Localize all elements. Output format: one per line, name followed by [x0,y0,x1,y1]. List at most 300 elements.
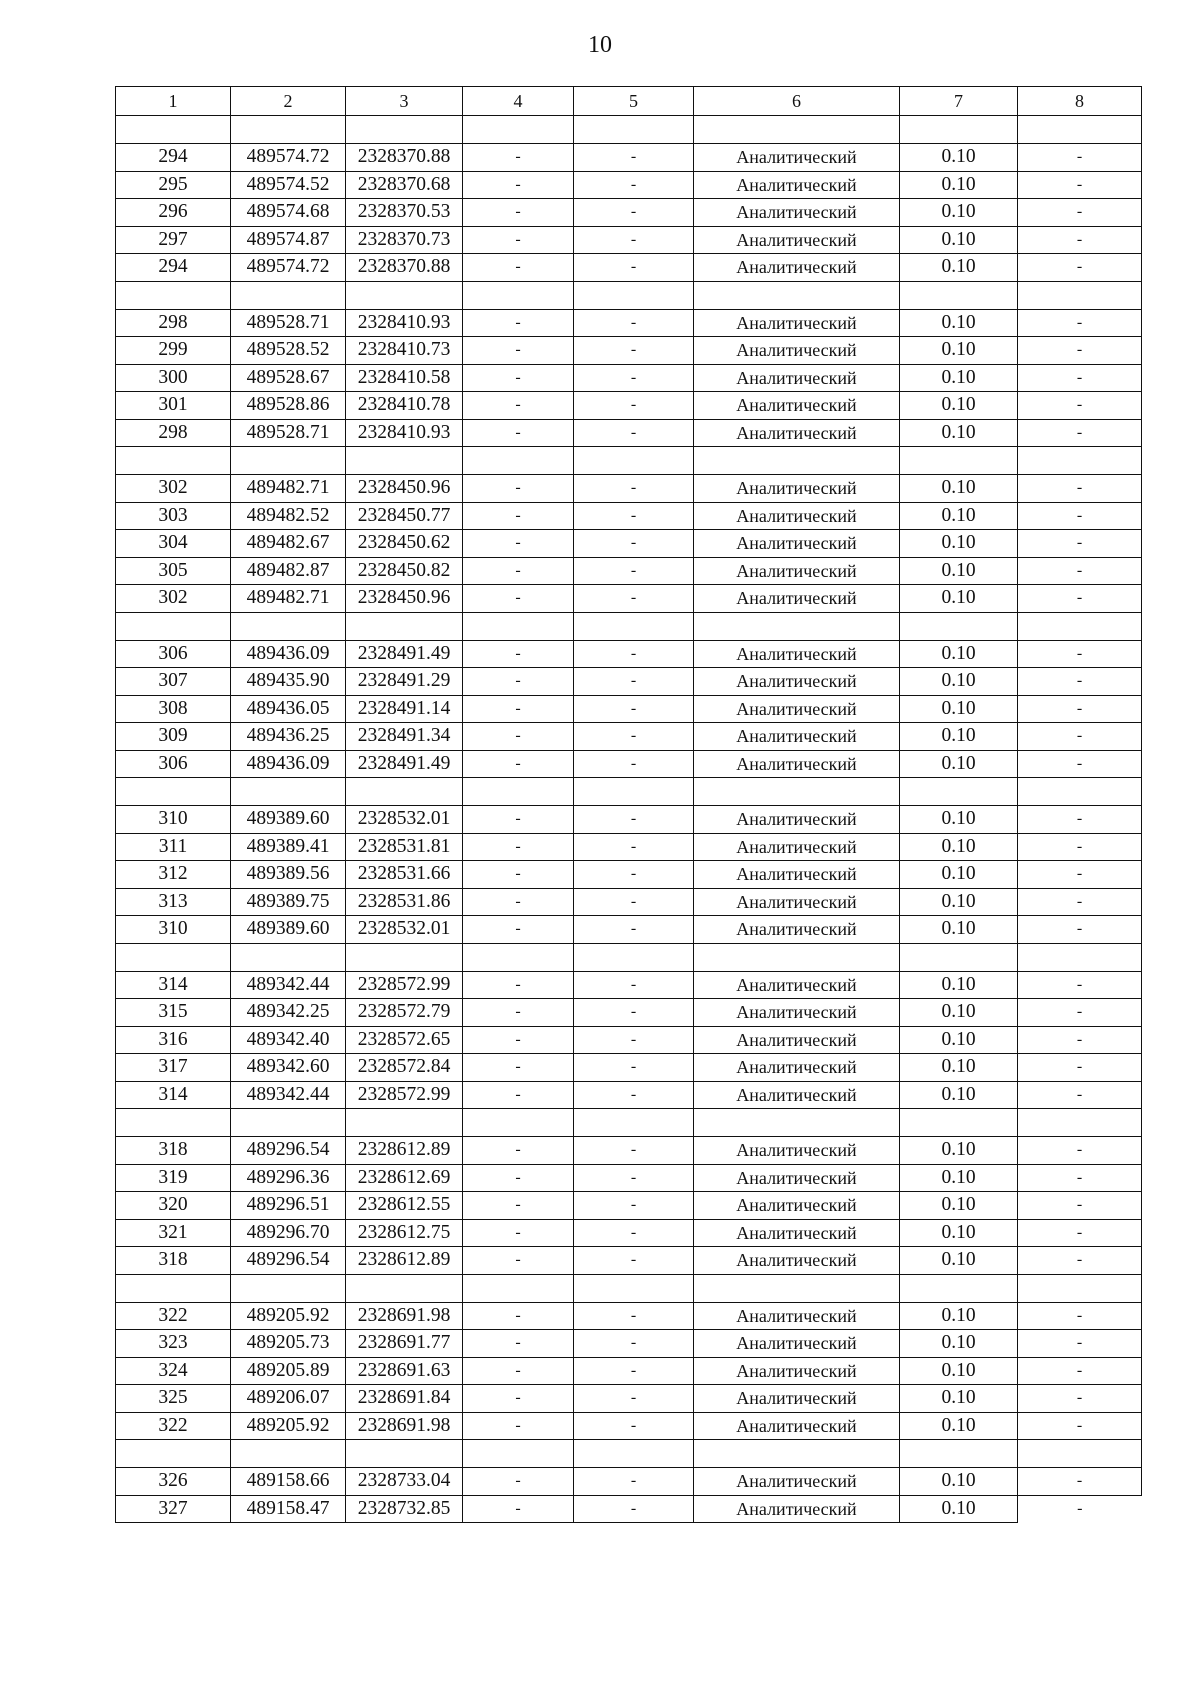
table-cell: 2328691.98 [346,1302,463,1330]
table-row [116,1137,1142,1165]
table-cell: - [574,1385,694,1413]
table-cell: - [574,309,694,337]
table-cell: - [1018,144,1142,172]
separator-row [116,943,1142,971]
table-cell: 2328732.85 [346,1495,463,1523]
table-cell: 489389.56 [231,861,346,889]
table-cell: 2328612.55 [346,1192,463,1220]
table-cell [346,1440,463,1468]
table-cell: 489528.71 [231,309,346,337]
table-cell: Аналитический [694,557,900,585]
table-cell: Аналитический [694,861,900,889]
table-cell [694,778,900,806]
column-header: 4 [463,87,574,116]
table-cell: - [463,888,574,916]
table-cell: 2328450.82 [346,557,463,585]
table-cell: - [574,199,694,227]
table-cell: 324 [116,1357,231,1385]
table-cell: 317 [116,1054,231,1082]
table-cell: - [574,833,694,861]
table-cell: - [1018,1412,1142,1440]
table-cell: 2328410.73 [346,337,463,365]
table-row [116,695,1142,723]
table-cell: - [574,640,694,668]
table-cell: 298 [116,309,231,337]
table-row [116,419,1142,447]
table-cell: - [1018,171,1142,199]
table-cell: 489296.36 [231,1164,346,1192]
table-cell: - [1018,419,1142,447]
table-cell: - [574,585,694,613]
table-cell: - [463,199,574,227]
table-cell: - [463,916,574,944]
table-cell: 0.10 [900,226,1018,254]
table-cell [1018,1440,1142,1468]
table-cell: - [574,916,694,944]
table-cell: 2328370.88 [346,144,463,172]
table-cell: 489205.89 [231,1357,346,1385]
table-cell [116,612,231,640]
table-cell: - [1018,750,1142,778]
table-cell: 2328410.93 [346,309,463,337]
table-cell: 2328491.14 [346,695,463,723]
table-cell: 489158.66 [231,1468,346,1496]
table-cell [694,116,900,144]
table-cell: 489574.68 [231,199,346,227]
table-cell: - [463,806,574,834]
table-cell [116,778,231,806]
table-cell: 310 [116,806,231,834]
table-cell: Аналитический [694,309,900,337]
table-cell: - [1018,226,1142,254]
table-cell: - [463,723,574,751]
table-cell: - [1018,888,1142,916]
table-cell: 0.10 [900,1357,1018,1385]
table-cell: 316 [116,1026,231,1054]
table-cell: - [574,557,694,585]
table-cell: - [574,1192,694,1220]
table-cell [1018,1274,1142,1302]
table-cell: Аналитический [694,585,900,613]
table-cell: 308 [116,695,231,723]
table-cell: - [574,254,694,282]
table-cell: Аналитический [694,419,900,447]
table-cell: 296 [116,199,231,227]
table-cell: 0.10 [900,1302,1018,1330]
table-cell: 326 [116,1468,231,1496]
table-cell: 0.10 [900,585,1018,613]
table-cell: - [463,475,574,503]
table-cell: - [463,585,574,613]
table-cell: 2328572.99 [346,971,463,999]
table-cell: 489528.86 [231,392,346,420]
table-cell [346,116,463,144]
table-row [116,199,1142,227]
table-row [116,502,1142,530]
table-cell [463,1440,574,1468]
table-cell: 0.10 [900,750,1018,778]
table-cell: - [463,971,574,999]
table-cell: 489389.60 [231,806,346,834]
table-cell [463,116,574,144]
table-cell: Аналитический [694,1026,900,1054]
table-cell: Аналитический [694,171,900,199]
table-cell: - [574,1468,694,1496]
table-cell: 0.10 [900,1081,1018,1109]
table-cell: 0.10 [900,1137,1018,1165]
table-cell [231,1440,346,1468]
table-cell [116,1109,231,1137]
table-cell: - [1018,1385,1142,1413]
table-cell: 489206.07 [231,1385,346,1413]
table-cell: 0.10 [900,1247,1018,1275]
table-cell: 2328531.81 [346,833,463,861]
table-cell [116,1440,231,1468]
table-cell: 302 [116,585,231,613]
table-cell [694,612,900,640]
table-cell: - [463,337,574,365]
table-cell: - [574,530,694,558]
table-cell: 2328532.01 [346,806,463,834]
table-cell: - [463,1026,574,1054]
table-cell [574,281,694,309]
table-cell: - [1018,309,1142,337]
table-cell: 2328370.68 [346,171,463,199]
table-cell: 0.10 [900,1164,1018,1192]
table-cell: 0.10 [900,916,1018,944]
table-cell [900,778,1018,806]
table-row [116,557,1142,585]
table-cell: - [1018,723,1142,751]
table-cell: - [463,999,574,1027]
table-cell [346,447,463,475]
table-cell [574,1440,694,1468]
table-row [116,1468,1142,1496]
table-cell: - [463,171,574,199]
table-cell [346,612,463,640]
table-cell: - [1018,364,1142,392]
table-cell [1018,778,1142,806]
table-cell: Аналитический [694,1468,900,1496]
table-cell: 2328491.49 [346,750,463,778]
table-cell: 0.10 [900,833,1018,861]
coordinates-table [115,86,1142,1523]
separator-row [116,1274,1142,1302]
table-cell: 2328531.66 [346,861,463,889]
table-cell [900,943,1018,971]
table-row [116,999,1142,1027]
table-cell: 306 [116,750,231,778]
table-cell: 0.10 [900,1026,1018,1054]
table-cell: - [1018,337,1142,365]
table-cell: 310 [116,916,231,944]
table-cell: Аналитический [694,695,900,723]
table-cell: 489205.73 [231,1330,346,1358]
table-cell: 0.10 [900,888,1018,916]
table-cell: 325 [116,1385,231,1413]
table-row [116,1357,1142,1385]
table-cell: 294 [116,254,231,282]
table-cell: - [574,971,694,999]
table-cell: 2328691.63 [346,1357,463,1385]
table-cell: 299 [116,337,231,365]
table-cell [231,1109,346,1137]
table-cell: - [463,640,574,668]
table-cell: - [574,171,694,199]
table-cell [574,778,694,806]
table-cell: 0.10 [900,723,1018,751]
table-cell [116,943,231,971]
table-cell: 2328450.77 [346,502,463,530]
table-cell: 2328450.62 [346,530,463,558]
table-cell: Аналитический [694,475,900,503]
table-row [116,1412,1142,1440]
table-cell [694,943,900,971]
table-cell: - [574,1137,694,1165]
table-row [116,1081,1142,1109]
table-cell: Аналитический [694,1385,900,1413]
table-cell: 2328612.69 [346,1164,463,1192]
table-row [116,254,1142,282]
table-cell: Аналитический [694,502,900,530]
table-cell: Аналитический [694,888,900,916]
table-cell: 303 [116,502,231,530]
column-header: 5 [574,87,694,116]
table-cell [463,612,574,640]
table-cell: - [1018,1357,1142,1385]
table-cell: - [1018,1302,1142,1330]
table-cell: - [1018,199,1142,227]
table-cell: 489436.25 [231,723,346,751]
table-cell: - [1018,585,1142,613]
table-cell: - [1018,695,1142,723]
table-cell [463,447,574,475]
table-cell: - [1018,806,1142,834]
table-cell: - [574,1026,694,1054]
table-cell: Аналитический [694,1357,900,1385]
table-cell: 0.10 [900,309,1018,337]
table-cell: - [1018,971,1142,999]
table-row [116,861,1142,889]
table-cell [900,1109,1018,1137]
column-header: 7 [900,87,1018,116]
table-cell [900,1274,1018,1302]
table-cell: 2328491.29 [346,668,463,696]
table-cell: Аналитический [694,640,900,668]
table-cell: 0.10 [900,364,1018,392]
table-cell: 318 [116,1247,231,1275]
table-cell: 298 [116,419,231,447]
table-cell: 489436.09 [231,640,346,668]
table-cell: 2328572.84 [346,1054,463,1082]
table-cell: 489435.90 [231,668,346,696]
table-cell: 2328450.96 [346,585,463,613]
table-cell: 0.10 [900,337,1018,365]
table-cell: - [463,226,574,254]
table-cell: 2328733.04 [346,1468,463,1496]
table-cell: - [574,1054,694,1082]
table-cell: 0.10 [900,1468,1018,1496]
table-cell: 489436.09 [231,750,346,778]
table-cell: - [574,668,694,696]
table-cell: - [1018,1054,1142,1082]
table-cell [346,281,463,309]
table-cell: Аналитический [694,392,900,420]
table-cell: - [574,502,694,530]
table-row [116,144,1142,172]
table-cell: Аналитический [694,1247,900,1275]
table-cell [900,612,1018,640]
table-cell: 323 [116,1330,231,1358]
table-cell: - [574,1164,694,1192]
table-cell: - [574,392,694,420]
table-cell: Аналитический [694,1081,900,1109]
table-cell: 2328491.34 [346,723,463,751]
column-header: 1 [116,87,231,116]
separator-row [116,1440,1142,1468]
table-cell [1018,116,1142,144]
table-cell: - [1018,1468,1142,1496]
table-cell: - [1018,392,1142,420]
table-cell: - [463,668,574,696]
table-cell: 314 [116,971,231,999]
table-cell: 2328691.77 [346,1330,463,1358]
table-cell: Аналитический [694,668,900,696]
table-cell: 301 [116,392,231,420]
table-cell: - [574,1219,694,1247]
table-cell [1018,943,1142,971]
table-cell [574,1274,694,1302]
table-cell: 300 [116,364,231,392]
table-cell [694,281,900,309]
table-cell: - [574,806,694,834]
table-cell: Аналитический [694,999,900,1027]
table-cell [346,1109,463,1137]
table-cell: Аналитический [694,226,900,254]
table-cell: - [1018,502,1142,530]
table-cell: 2328691.84 [346,1385,463,1413]
table-cell: 2328410.78 [346,392,463,420]
table-cell: - [574,999,694,1027]
table-cell: 2328532.01 [346,916,463,944]
table-row [116,392,1142,420]
table-cell [1018,612,1142,640]
table-cell: 322 [116,1412,231,1440]
table-cell: 294 [116,144,231,172]
table-cell: 489574.72 [231,254,346,282]
table-row [116,364,1142,392]
table-cell: 2328410.58 [346,364,463,392]
table-cell: - [1018,833,1142,861]
table-cell: 305 [116,557,231,585]
table-cell [116,281,231,309]
table-cell: 2328612.89 [346,1247,463,1275]
table-cell: Аналитический [694,971,900,999]
table-cell [900,281,1018,309]
table-cell: - [574,695,694,723]
table-row [116,1495,1142,1523]
table-cell: 0.10 [900,999,1018,1027]
table-cell: Аналитический [694,833,900,861]
table-cell: - [1018,861,1142,889]
table-cell: - [463,144,574,172]
table-cell: Аналитический [694,530,900,558]
table-cell: 0.10 [900,502,1018,530]
table-cell: - [1018,254,1142,282]
table-cell: - [1018,668,1142,696]
table-cell: 489296.54 [231,1247,346,1275]
table-cell: - [463,1495,574,1523]
separator-row [116,447,1142,475]
table-cell: - [463,1302,574,1330]
table-cell: 489574.72 [231,144,346,172]
table-cell: - [463,1468,574,1496]
table-cell [231,1274,346,1302]
table-cell [116,116,231,144]
table-cell: - [463,557,574,585]
separator-row [116,778,1142,806]
table-cell: - [574,475,694,503]
page-number: 10 [588,32,612,58]
table-cell: - [1018,1495,1142,1523]
table-cell: 0.10 [900,530,1018,558]
table-cell: - [1018,1026,1142,1054]
table-cell: Аналитический [694,1219,900,1247]
table-cell [346,1274,463,1302]
table-cell: 302 [116,475,231,503]
table-cell [231,612,346,640]
table-cell: 489389.41 [231,833,346,861]
table-row [116,337,1142,365]
table-cell [694,1274,900,1302]
table-row [116,1247,1142,1275]
table-cell: 0.10 [900,695,1018,723]
table-cell [463,281,574,309]
table-cell [463,1109,574,1137]
table-cell: 0.10 [900,1054,1018,1082]
table-cell [231,281,346,309]
table-cell: 0.10 [900,1385,1018,1413]
column-header: 6 [694,87,900,116]
table-cell: - [574,888,694,916]
table-cell: - [463,364,574,392]
table-cell: - [463,254,574,282]
table-cell: 322 [116,1302,231,1330]
table-cell: 314 [116,1081,231,1109]
table-cell: 306 [116,640,231,668]
table-cell: 489528.71 [231,419,346,447]
table-cell [463,1274,574,1302]
table-cell: 2328572.79 [346,999,463,1027]
table-cell: 2328370.73 [346,226,463,254]
table-cell: 2328491.49 [346,640,463,668]
table-cell: Аналитический [694,916,900,944]
table-row [116,475,1142,503]
table-cell: - [1018,916,1142,944]
column-header: 8 [1018,87,1142,116]
table-cell [574,1109,694,1137]
table-cell: 489342.44 [231,971,346,999]
table-cell: 489574.52 [231,171,346,199]
table-cell: 327 [116,1495,231,1523]
table-cell: 315 [116,999,231,1027]
table-cell: 2328572.99 [346,1081,463,1109]
table-cell: - [574,144,694,172]
table-cell: Аналитический [694,1054,900,1082]
table-cell: 0.10 [900,1412,1018,1440]
table-cell: 489482.67 [231,530,346,558]
table-cell: 489205.92 [231,1412,346,1440]
